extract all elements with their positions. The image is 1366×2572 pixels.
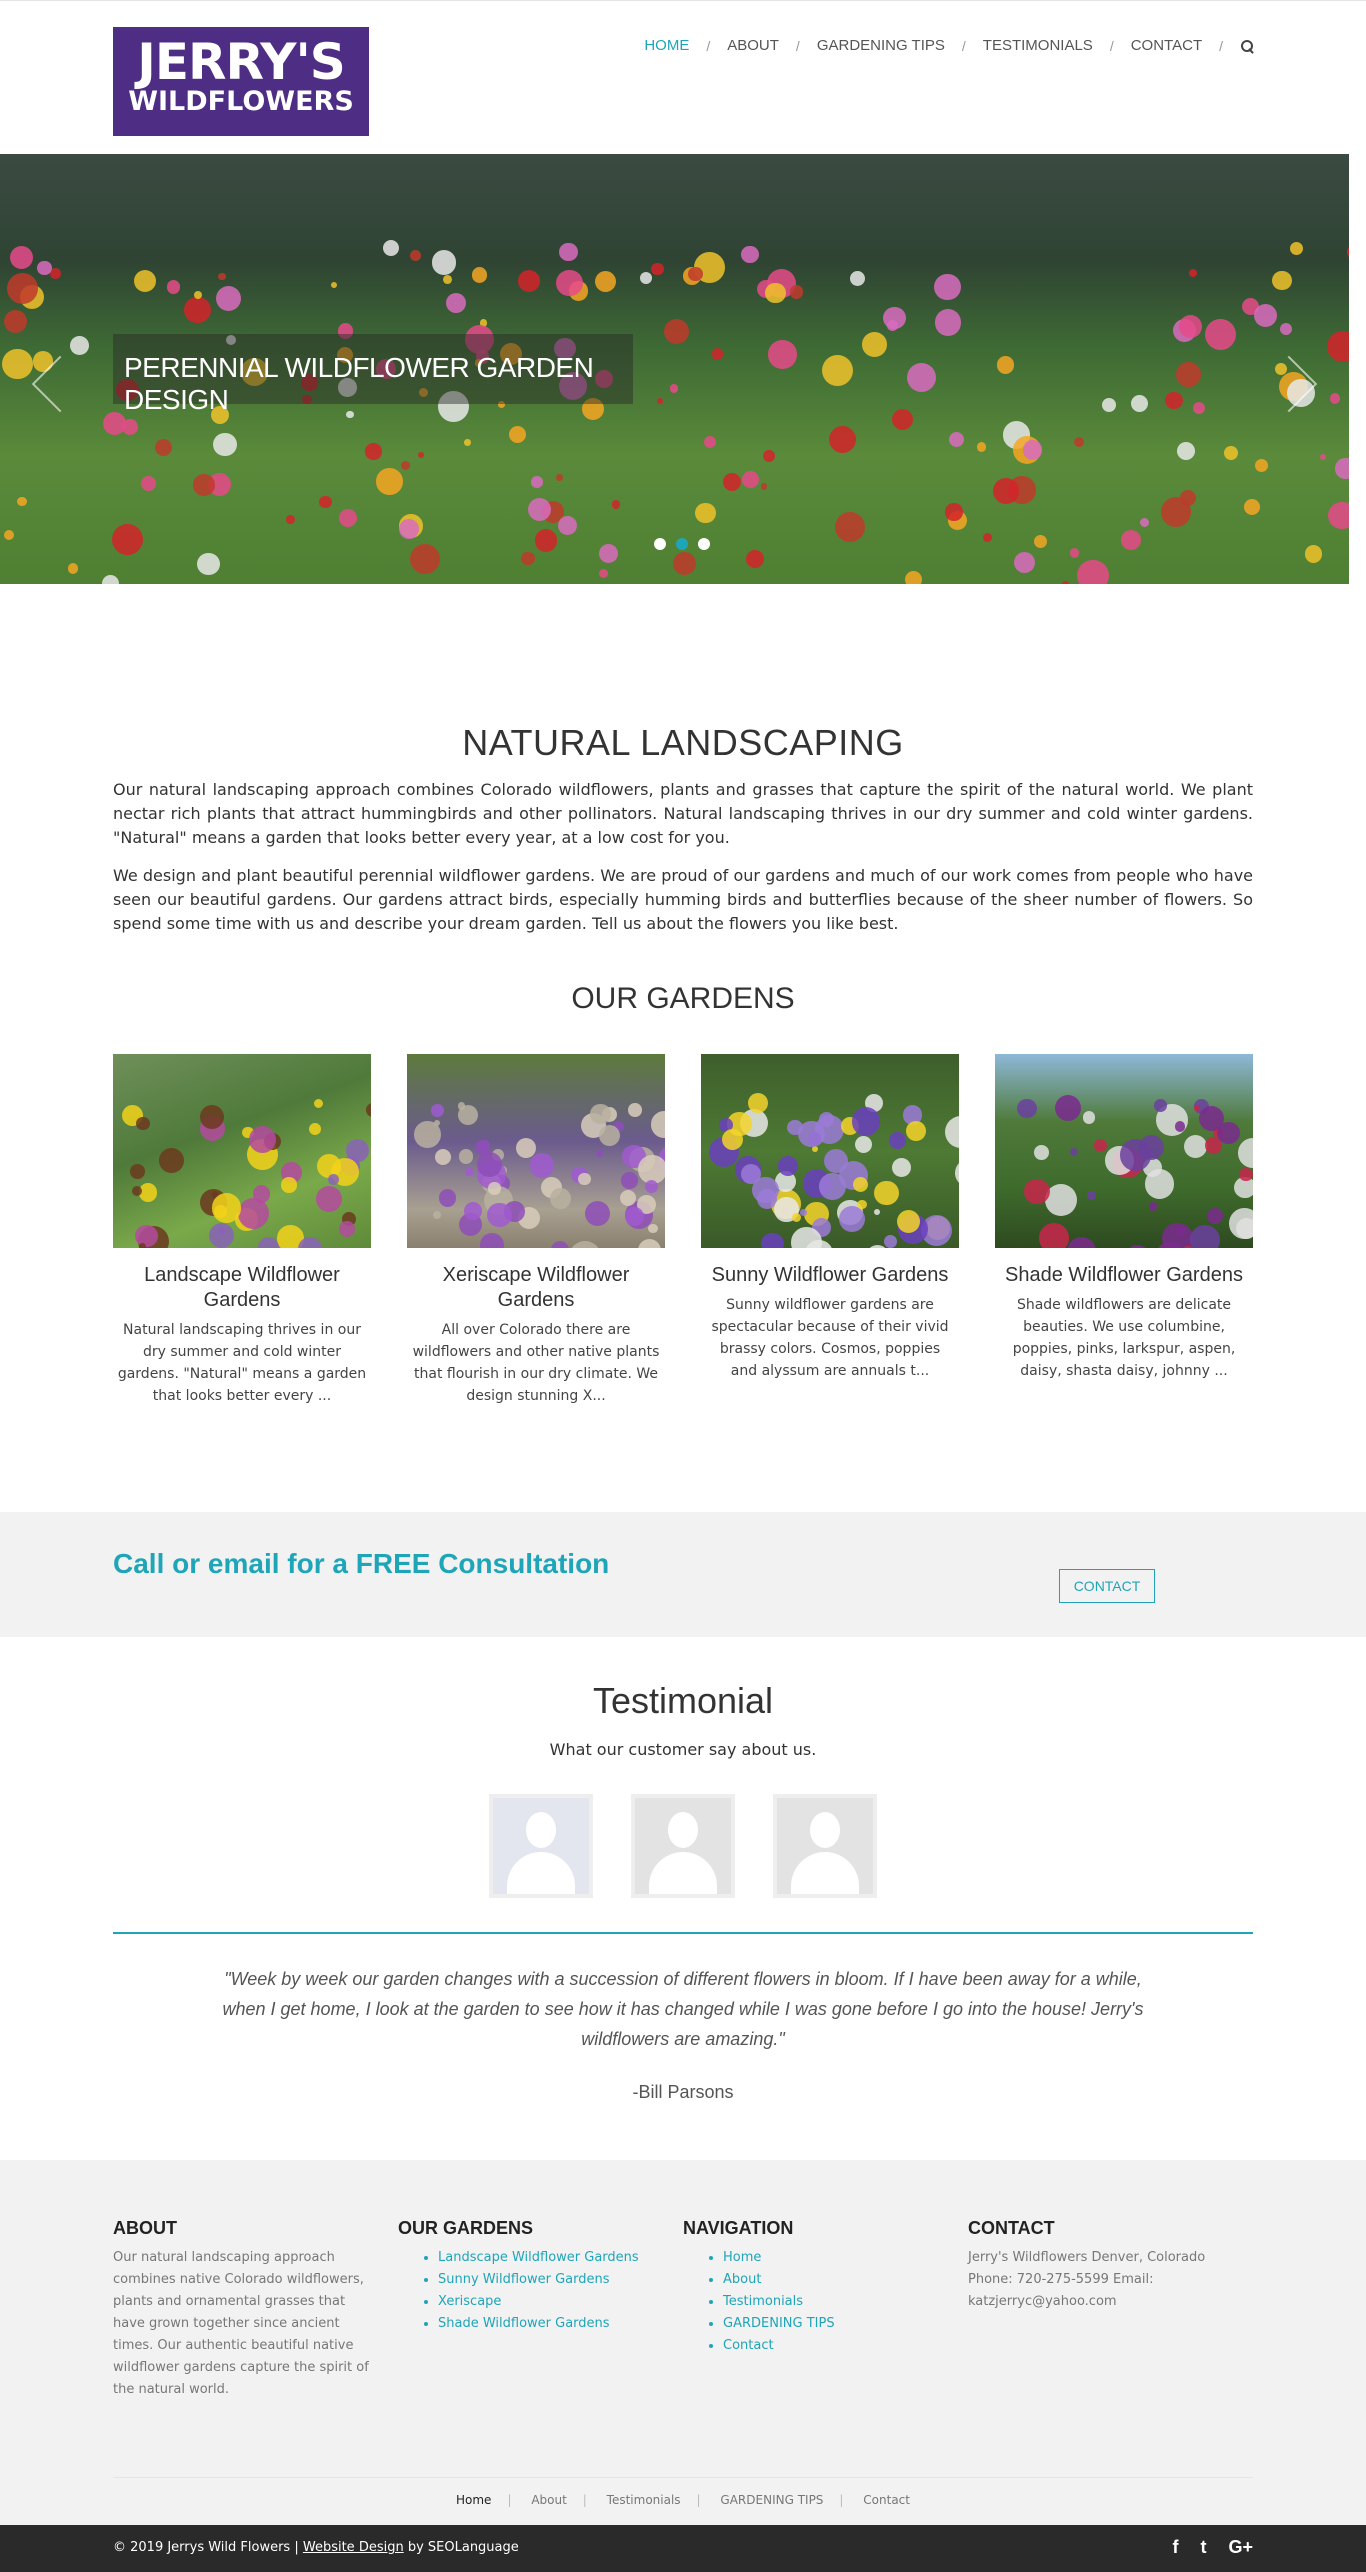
nav-separator: / — [961, 37, 966, 54]
testimonial-divider — [113, 1932, 1253, 1934]
garden-card — [113, 1054, 371, 1407]
footer-contact-text: Jerry's Wildflowers Denver, Colorado Phone: 720-275-5599 Email: katzjerryc@yahoo.com — [968, 2250, 1206, 2309]
garden-card-title[interactable]: Landscape Wildflower Gardens — [144, 1264, 340, 1311]
intro-paragraph-2: We design and plant beautiful perennial wildflower gardens. We are proud of our gardens and much of our work comes from people who have seen our beautiful gardens. Our gardens attract birds, especially humming birds and butterflies because of the sheer number of flowers. So spend some time with us and describe your dream garden. Tell us about the flowers you like best. — [113, 866, 1253, 933]
testimonial-avatars — [113, 1794, 1253, 1898]
nav-about[interactable]: ABOUT — [727, 37, 779, 54]
copyright-text — [113, 2540, 519, 2555]
garden-card-title[interactable]: Xeriscape Wildflower Gardens — [442, 1264, 630, 1311]
footer-bottom-links: Home | About | Testimonials | GARDENING TIPS | Contact — [456, 2493, 910, 2507]
gardens-section — [113, 982, 1253, 1407]
footer-about-text: Our natural landscaping approach combines native Colorado wildflowers, plants and ornamental grasses that have grown together since ancient times. Our authentic beautiful native wildflower gardens capture the spirit of the natural world. — [113, 2250, 369, 2397]
intro-section — [113, 722, 1253, 936]
facebook-icon[interactable]: f — [1172, 2537, 1179, 2557]
footer-link[interactable]: Shade Wildflower Gardens — [438, 2316, 610, 2331]
intro-paragraph-1: Our natural landscaping approach combines Colorado wildflowers, plants and grasses that capture the spirit of the natural world. We plant nectar rich plants that attract hummingbirds and other pollinators. Natural landscaping thrives in our dry summer and cold winter gardens. "Natural" means a garden that looks better every year, at a low cost for you. — [113, 780, 1253, 847]
bottom-link-gardening-tips[interactable]: GARDENING TIPS — [720, 2493, 824, 2507]
logo-line-2: WILDFLOWERS — [128, 86, 354, 117]
slider-prev-arrow-icon[interactable] — [30, 354, 60, 414]
copyright-bar — [0, 2525, 1366, 2572]
gardens-title: OUR GARDENS — [571, 982, 795, 1015]
twitter-icon[interactable]: t — [1200, 2537, 1207, 2557]
slider-dot-3[interactable] — [698, 538, 710, 550]
testimonial-subtitle: What our customer say about us. — [549, 1740, 817, 1759]
nav-contact[interactable]: CONTACT — [1130, 37, 1203, 54]
footer-about-title: ABOUT — [113, 2218, 177, 2238]
footer-link[interactable]: Xeriscape — [438, 2294, 502, 2309]
testimonial-author: -Bill Parsons — [632, 2082, 734, 2102]
google-plus-icon[interactable]: G+ — [1228, 2537, 1253, 2557]
hero-slider — [0, 154, 1349, 584]
slider-dot-2[interactable] — [676, 538, 688, 550]
bottom-link-testimonials[interactable]: Testimonials — [606, 2493, 681, 2507]
consultation-text: Call or email for a FREE Consultation — [113, 1548, 610, 1579]
copyright-label: © 2019 Jerrys Wild Flowers | — [113, 2540, 303, 2555]
garden-image[interactable] — [701, 1054, 959, 1248]
search-icon[interactable] — [1240, 39, 1254, 53]
nav-home[interactable]: HOME — [644, 37, 690, 54]
garden-image[interactable] — [995, 1054, 1253, 1248]
garden-card-title[interactable]: Sunny Wildflower Gardens — [711, 1264, 949, 1286]
nav-separator: / — [795, 37, 800, 54]
design-by: by SEOLanguage — [403, 2540, 519, 2555]
footer-link[interactable]: GARDENING TIPS — [723, 2316, 835, 2331]
garden-image[interactable] — [407, 1054, 665, 1248]
slider-dots — [654, 538, 710, 550]
footer-link[interactable]: Home — [723, 2250, 762, 2265]
footer-navigation-title: NAVIGATION — [683, 2218, 794, 2238]
bottom-link-about[interactable]: About — [531, 2493, 567, 2507]
nav-separator: / — [1219, 37, 1223, 54]
footer-contact — [968, 2218, 1253, 2401]
testimonial-section — [113, 1680, 1253, 1898]
main-nav — [644, 37, 1254, 54]
garden-card-title[interactable]: Shade Wildflower Gardens — [1005, 1264, 1243, 1286]
garden-card — [407, 1054, 665, 1407]
footer-link[interactable]: Contact — [723, 2338, 774, 2353]
site-header — [0, 0, 1366, 154]
avatar[interactable] — [631, 1794, 735, 1898]
footer-link[interactable]: Landscape Wildflower Gardens — [438, 2250, 639, 2265]
footer-link[interactable]: Testimonials — [723, 2294, 804, 2309]
nav-separator: / — [1109, 37, 1114, 54]
bottom-link-contact[interactable]: Contact — [863, 2493, 910, 2507]
consultation-banner — [0, 1512, 1366, 1637]
footer-about — [113, 2218, 398, 2401]
garden-card — [995, 1054, 1253, 1407]
garden-card-text: Sunny wildflower gardens are spectacular because of their vivid brassy colors. Cosmos, poppies and alyssum are annuals t... — [711, 1297, 949, 1379]
garden-card-text: Shade wildflowers are delicate beauties. We use columbine, poppies, pinks, larkspur, aspen, daisy, shasta daisy, johnny ... — [1012, 1297, 1236, 1379]
logo-line-1: JERRY'S — [137, 33, 345, 91]
site-logo[interactable] — [113, 27, 369, 136]
nav-testimonials[interactable]: TESTIMONIALS — [982, 37, 1093, 54]
avatar[interactable] — [773, 1794, 877, 1898]
footer-contact-title: CONTACT — [968, 2218, 1055, 2238]
site-footer — [0, 2160, 1366, 2525]
footer-gardens — [398, 2218, 683, 2401]
garden-card-text: All over Colorado there are wildflowers and other native plants that flourish in our dry climate. We design stunning X... — [412, 1322, 660, 1404]
garden-card — [701, 1054, 959, 1407]
slider-dot-1[interactable] — [654, 538, 666, 550]
footer-link[interactable]: Sunny Wildflower Gardens — [438, 2272, 610, 2287]
social-links — [1172, 2537, 1253, 2558]
nav-separator: / — [706, 37, 711, 54]
testimonial-title: Testimonial — [592, 1680, 774, 1721]
intro-title: NATURAL LANDSCAPING — [462, 722, 904, 763]
footer-gardens-title: OUR GARDENS — [398, 2218, 534, 2238]
website-design-link[interactable]: Website Design — [302, 2540, 404, 2555]
garden-card-text: Natural landscaping thrives in our dry summer and cold winter gardens. "Natural" means a garden that looks better every ... — [117, 1322, 367, 1404]
footer-divider — [113, 2477, 1253, 2478]
contact-button[interactable]: CONTACT — [1059, 1569, 1155, 1603]
footer-link[interactable]: About — [723, 2272, 762, 2287]
bottom-link-home[interactable]: Home — [456, 2493, 492, 2507]
footer-navigation — [683, 2218, 968, 2401]
hero-caption: PERENNIAL WILDFLOWER GARDEN DESIGN — [124, 352, 594, 415]
testimonial-quote: "Week by week our garden changes with a succession of different flowers in bloom. If I have been away for a while, when I get home, I look at the garden to see how it has changed while I was gone before I go into the house! Jerry's wildflowers are amazing." — [222, 1969, 1144, 2049]
garden-image[interactable] — [113, 1054, 371, 1248]
hero-caption-box — [113, 334, 633, 415]
slider-next-arrow-icon[interactable] — [1289, 354, 1319, 414]
avatar[interactable] — [489, 1794, 593, 1898]
nav-gardening-tips[interactable]: GARDENING TIPS — [816, 37, 945, 54]
